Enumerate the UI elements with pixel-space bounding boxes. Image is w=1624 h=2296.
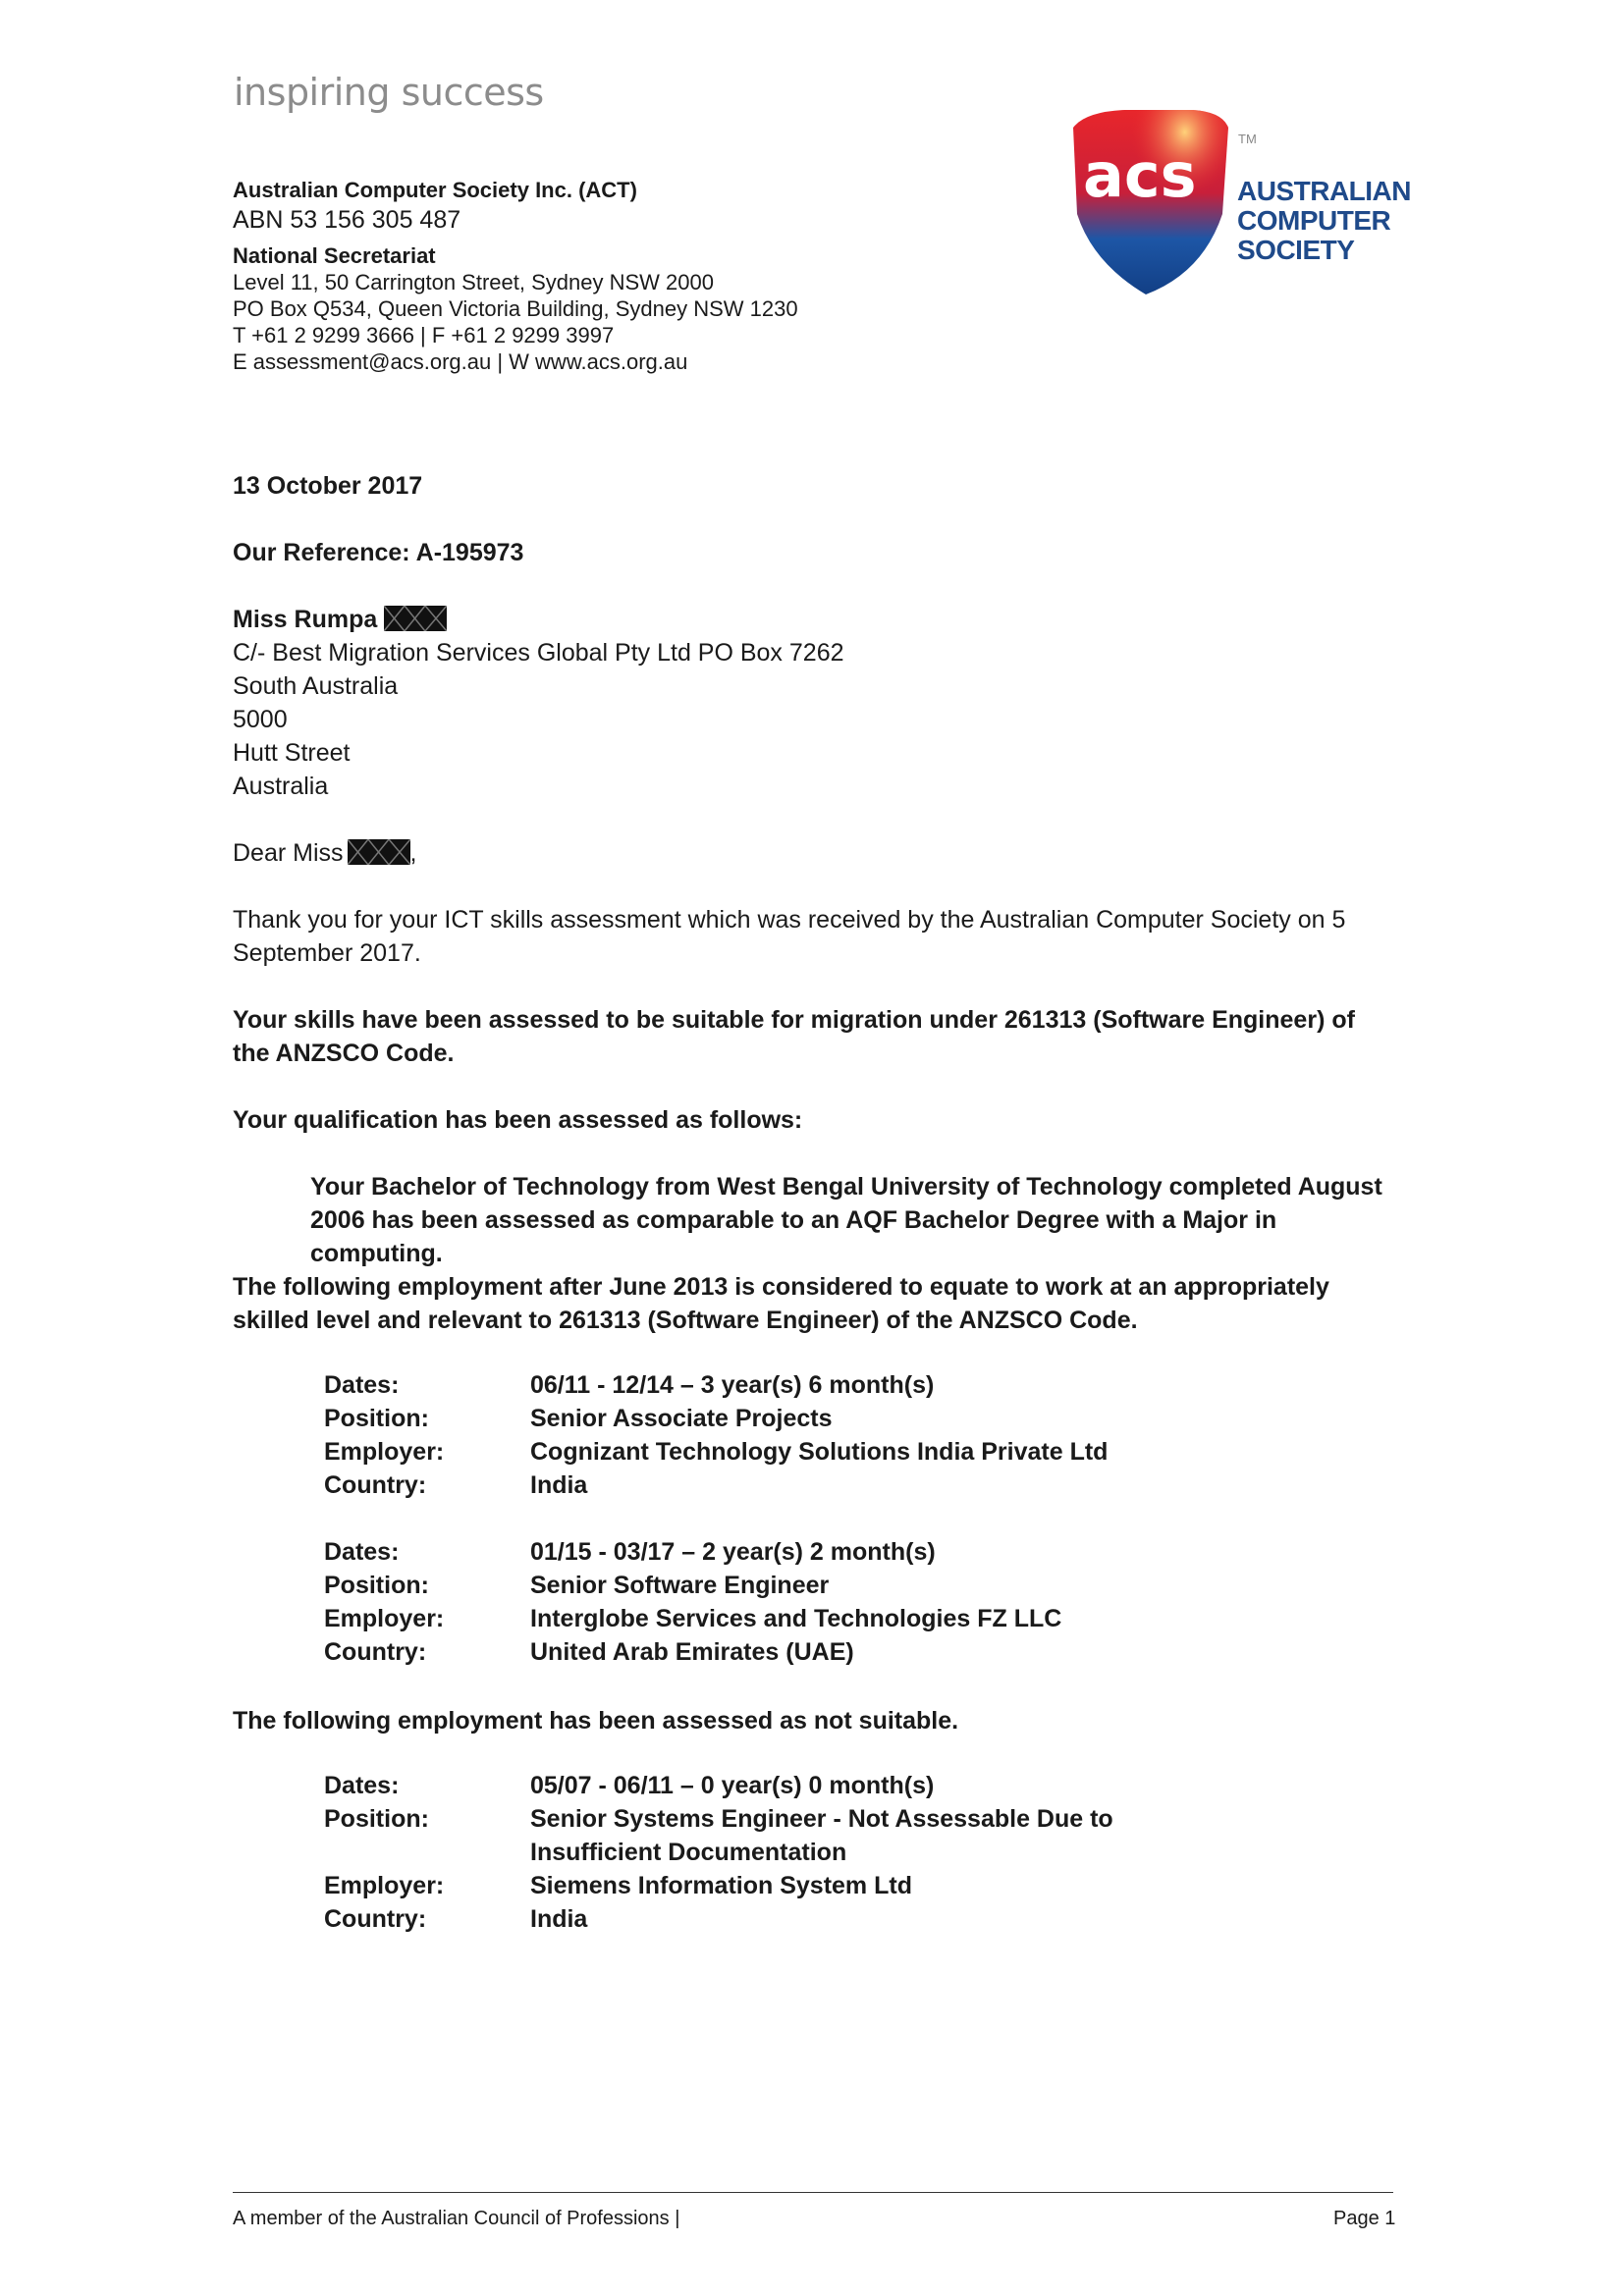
employer-label: Employer: xyxy=(324,1605,445,1632)
dates-label: Dates: xyxy=(324,1371,400,1399)
footer-divider xyxy=(233,2192,1393,2193)
salutation xyxy=(233,836,416,870)
position-value: Senior Associate Projects xyxy=(530,1405,833,1432)
salutation-comma: , xyxy=(409,839,417,867)
web-line: E assessment@acs.org.au | W www.acs.org.au xyxy=(233,349,688,374)
logo-line-2: COMPUTER xyxy=(1237,205,1391,236)
employment-not-suitable-heading: The following employment has been assessed as not suitable. xyxy=(233,1707,959,1735)
employer-label: Employer: xyxy=(324,1438,445,1466)
position-value: Senior Systems Engineer - Not Assessable Due to Insufficient Documentation xyxy=(530,1805,1113,1866)
address-line: 5000 xyxy=(233,706,288,733)
acs-shield-icon xyxy=(1065,106,1237,302)
secretariat-heading: National Secretariat xyxy=(233,243,436,268)
letter-date: 13 October 2017 xyxy=(233,472,423,500)
address-line-1: Level 11, 50 Carrington Street, Sydney NSW 2000 xyxy=(233,270,714,294)
org-name: Australian Computer Society Inc. (ACT) xyxy=(233,178,637,202)
recipient-address xyxy=(233,603,844,803)
country-label: Country: xyxy=(324,1905,427,1933)
employer-value: Interglobe Services and Technologies FZ LLC xyxy=(530,1605,1062,1632)
qualification-heading: Your qualification has been assessed as follows: xyxy=(233,1106,803,1134)
country-value: India xyxy=(530,1905,588,1933)
employer-label: Employer: xyxy=(324,1872,445,1899)
logo-line-1: AUSTRALIAN xyxy=(1237,176,1411,206)
employment-entry xyxy=(324,1368,1276,1502)
trademark-label: TM xyxy=(1238,132,1257,146)
address-line-2: PO Box Q534, Queen Victoria Building, Sydney NSW 1230 xyxy=(233,296,798,321)
employment-suitable-heading: The following employment after June 2013 is considered to equate to work at an appropriately skilled level and relevant to 261313 (Software Engineer) of the ANZSCO Code. xyxy=(233,1273,1329,1334)
position-label: Position: xyxy=(324,1572,429,1599)
employer-value: Siemens Information System Ltd xyxy=(530,1872,912,1899)
acs-logo xyxy=(1065,106,1414,302)
reference-number: Our Reference: A-195973 xyxy=(233,539,524,566)
address-line: Hutt Street xyxy=(233,739,351,767)
dates-value: 06/11 - 12/14 – 3 year(s) 6 month(s) xyxy=(530,1371,935,1399)
redaction-mark xyxy=(348,839,410,865)
country-label: Country: xyxy=(324,1471,427,1499)
logo-wordmark xyxy=(1237,177,1411,265)
intro-paragraph: Thank you for your ICT skills assessment which was received by the Australian Computer Society on 5 September 2017. xyxy=(233,906,1346,967)
position-value: Senior Software Engineer xyxy=(530,1572,830,1599)
country-value: United Arab Emirates (UAE) xyxy=(530,1638,854,1666)
qualification-detail: Your Bachelor of Technology from West Bengal University of Technology completed August 2006 has been assessed as comparable to an AQF Bachelor Degree with a Major in computing. xyxy=(310,1173,1382,1267)
tagline: inspiring success xyxy=(234,71,544,114)
employment-entry-not-suitable xyxy=(324,1769,1276,1936)
position-label: Position: xyxy=(324,1805,429,1833)
abn: ABN 53 156 305 487 xyxy=(233,206,461,234)
logo-line-3: SOCIETY xyxy=(1237,235,1355,265)
dates-label: Dates: xyxy=(324,1772,400,1799)
phone-line: T +61 2 9299 3666 | F +61 2 9299 3997 xyxy=(233,323,615,347)
address-line: South Australia xyxy=(233,672,399,700)
redaction-mark xyxy=(384,606,447,631)
organisation-block xyxy=(233,177,798,375)
footer-membership: A member of the Australian Council of Professions | xyxy=(233,2208,680,2229)
recipient-name-line xyxy=(233,603,844,636)
country-label: Country: xyxy=(324,1638,427,1666)
recipient-name: Miss Rumpa xyxy=(233,606,378,633)
employer-value: Cognizant Technology Solutions India Private Ltd xyxy=(530,1438,1109,1466)
salutation-text: Dear Miss xyxy=(233,839,344,867)
dates-value: 01/15 - 03/17 – 2 year(s) 2 month(s) xyxy=(530,1538,936,1566)
address-line: Australia xyxy=(233,773,329,800)
position-label: Position: xyxy=(324,1405,429,1432)
employment-entry xyxy=(324,1535,1276,1669)
acs-mark: acs xyxy=(1083,139,1197,211)
skills-outcome-paragraph: Your skills have been assessed to be suitable for migration under 261313 (Software Engineer) of the ANZSCO Code. xyxy=(233,1006,1355,1067)
country-value: India xyxy=(530,1471,588,1499)
address-line: C/- Best Migration Services Global Pty Ltd PO Box 7262 xyxy=(233,639,844,667)
dates-value: 05/07 - 06/11 – 0 year(s) 0 month(s) xyxy=(530,1772,935,1799)
dates-label: Dates: xyxy=(324,1538,400,1566)
page-number: Page 1 xyxy=(1333,2208,1396,2229)
